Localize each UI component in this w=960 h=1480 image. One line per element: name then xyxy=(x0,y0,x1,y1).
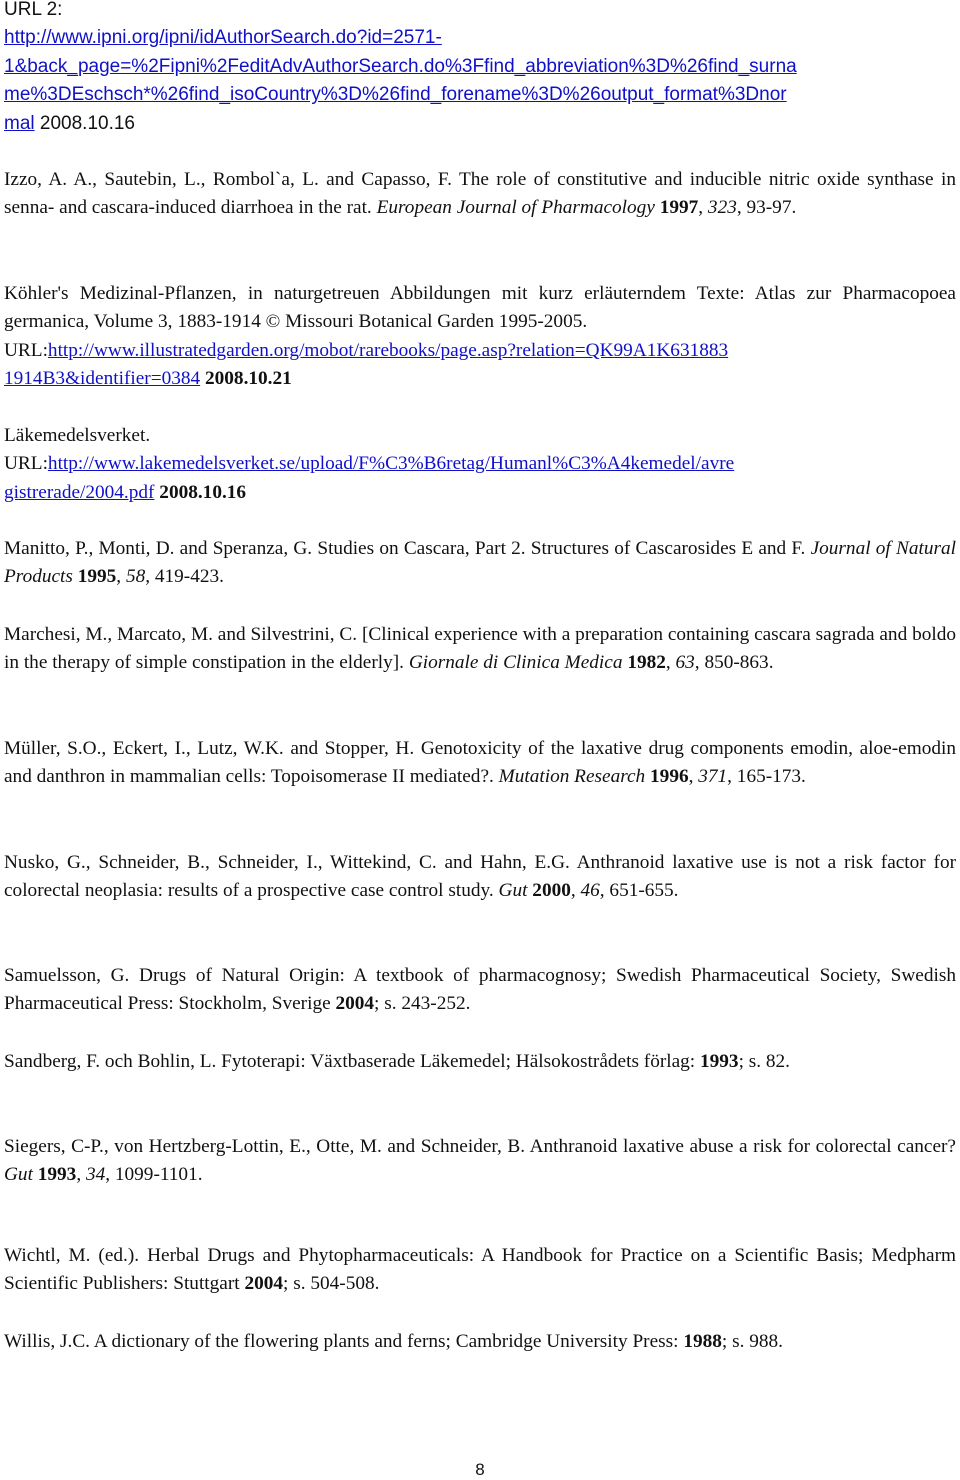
ref-journal: European Journal of Pharmacology xyxy=(376,197,655,219)
reference-wichtl xyxy=(4,1242,956,1299)
ref-pages: 651-655. xyxy=(609,880,679,902)
ref-link-line-2[interactable]: gistrerade/2004.pdf xyxy=(4,481,155,503)
ref-title: Anthranoid laxative abuse a risk for colorectal cancer? xyxy=(529,1136,956,1157)
reference-manitto: Manitto, P., Monti, D. and Speranza, G. Studies on Cascara, Part 2. Structures of Cascarosides E and F. Journal of Natural Products 1995, 58, 419-423. xyxy=(4,538,956,588)
reference-lakemedelsverket xyxy=(4,422,956,507)
ref-year: 1993 xyxy=(700,1051,739,1072)
ref-journal: Gut xyxy=(498,880,528,902)
reference-willis xyxy=(4,1328,956,1356)
ref-date: 2008.10.21 xyxy=(205,368,292,390)
ref-volume: 371 xyxy=(698,766,728,788)
ref-pages: 850-863. xyxy=(704,652,774,674)
ref-year: 2004 xyxy=(335,993,375,1015)
ref-pages: 419-423. xyxy=(154,566,224,588)
ref-year: 1997 xyxy=(659,197,699,219)
ref-volume: 34 xyxy=(85,1164,106,1186)
ref-text: Läkemedelsverket. xyxy=(4,425,151,446)
ref-pages: ; s. 504-508. xyxy=(283,1273,380,1295)
ref-date: 2008.10.16 xyxy=(159,481,247,503)
ref-pages: 93-97. xyxy=(746,197,797,219)
ref-url-label: URL: xyxy=(4,453,48,475)
ref-text: Wichtl, M. (ed.). Herbal Drugs and Phytopharmaceuticals: A Handbook for Practice on a Scientific Basis; Medpharm Scientific Publishers: Stuttgart xyxy=(4,1245,956,1295)
ref-authors: Marchesi, M., Marcato, M. and Silvestrini, C. xyxy=(4,624,358,645)
ref-volume: 323 xyxy=(707,197,737,219)
ref-title: Genotoxicity of the laxative drug components emodin, aloe-emodin and danthron in mammalian cells: Topoisomerase II mediated?. xyxy=(4,738,956,788)
ref-text: Sandberg, F. och Bohlin, L. Fytoterapi: Växtbaserade Läkemedel; Hälsokostrådets förlag: xyxy=(4,1051,696,1072)
ref-year: 2000 xyxy=(532,880,571,902)
ref-year: 2004 xyxy=(244,1273,284,1295)
ref-text: Samuelsson, G. Drugs of Natural Origin: A textbook of pharmacognosy; Swedish Pharmaceutical Society, Swedish Pharmaceutical Press: Stockholm, Sverige xyxy=(4,965,956,1015)
ref-title: [Clinical experience with a preparation containing cascara sagrada and boldo in the therapy of simple constipation in the elderly]. xyxy=(4,624,956,674)
ref-pages: ; s. 82. xyxy=(738,1051,790,1072)
ref-journal: Journal of Natural Products xyxy=(4,538,956,588)
ref-link-line-1[interactable]: http://www.lakemedelsverket.se/upload/F%C3%B6retag/Humanl%C3%A4kemedel/avre xyxy=(47,453,735,475)
ref-title: The role of constitutive and inducible nitric oxide synthase in senna- and cascara-induced diarrhoea in the rat. xyxy=(4,169,956,219)
url2-link-line-2[interactable]: 1&back_page=%2Fipni%2FeditAdvAuthorSearch.do%3Ffind_abbreviation%3D%26find_surna xyxy=(4,55,797,77)
ref-authors: Siegers, C-P., von Hertzberg-Lottin, E., Otte, M. and Schneider, B. xyxy=(4,1136,526,1157)
ref-link-line-1[interactable]: http://www.illustratedgarden.org/mobot/rarebooks/page.asp?relation=QK99A1K631883 xyxy=(47,339,729,361)
reference-nusko: Nusko, G., Schneider, B., Schneider, I., Wittekind, C. and Hahn, E.G. Anthranoid laxative use is not a risk factor for colorectal neoplasia: results of a prospective case control study. Gut 2000, 46, 651-655. xyxy=(4,852,957,902)
ref-year: 1993 xyxy=(37,1164,77,1186)
ref-year: 1996 xyxy=(650,766,689,788)
ref-link-line-2[interactable]: 1914B3&identifier=0384 xyxy=(4,368,201,390)
reference-sandberg xyxy=(4,1048,956,1076)
ref-year: 1995 xyxy=(77,566,117,588)
url2-link-line-1[interactable]: http://www.ipni.org/ipni/idAuthorSearch.do?id=2571- xyxy=(4,27,442,49)
ref-volume: 63 xyxy=(675,652,695,674)
reference-marchesi: Marchesi, M., Marcato, M. and Silvestrini, C. [Clinical experience with a preparation containing cascara sagrada and boldo in the therapy of simple constipation in the elderly]. Giornale di Clinica Medica 1982, 63, 850-863. xyxy=(4,624,956,674)
reference-kohler xyxy=(4,280,956,394)
reference-izzo: Izzo, A. A., Sautebin, L., Rombol`a, L. and Capasso, F. The role of constitutive and inducible nitric oxide synthase in senna- and cascara-induced diarrhoea in the rat. European Journal of Pharmacology 1997, 323, 93-97. xyxy=(4,169,956,219)
ref-journal: Giornale di Clinica Medica xyxy=(408,652,623,674)
url2-link-line-3[interactable]: me%3DEschsch*%26find_isoCountry%3D%26find_forename%3D%26output_format%3Dnor xyxy=(4,84,787,106)
ref-pages: ; s. 988. xyxy=(721,1331,783,1352)
ref-authors: Nusko, G., Schneider, B., Schneider, I., Wittekind, C. and Hahn, E.G. xyxy=(4,852,570,873)
ref-authors: Manitto, P., Monti, D. and Speranza, G. xyxy=(4,538,313,559)
ref-journal: Gut xyxy=(4,1164,33,1186)
ref-text: Willis, J.C. A dictionary of the flowering plants and ferns; Cambridge University Press: xyxy=(4,1331,679,1352)
ref-authors: Izzo, A. A., Sautebin, L., Rombol`a, L. and Capasso, F. xyxy=(4,169,452,190)
reference-muller: Müller, S.O., Eckert, I., Lutz, W.K. and Stopper, H. Genotoxicity of the laxative drug components emodin, aloe-emodin and danthron in mammalian cells: Topoisomerase II mediated?. Mutation Research 1996, 371, 165-173. xyxy=(4,738,956,788)
ref-volume: 58 xyxy=(125,566,146,588)
ref-title: Studies on Cascara, Part 2. Structures of Cascarosides E and F. xyxy=(317,538,806,559)
ref-pages: 165-173. xyxy=(736,766,806,788)
ref-pages: 1099-1101. xyxy=(114,1164,203,1186)
ref-year: 1988 xyxy=(683,1331,722,1352)
ref-pages: ; s. 243-252. xyxy=(374,993,471,1015)
ref-authors: Müller, S.O., Eckert, I., Lutz, W.K. and Stopper, H. xyxy=(4,738,415,759)
url2-label: URL 2: xyxy=(4,0,63,20)
ref-text: Köhler's Medizinal-Pflanzen, in naturgetreuen Abbildungen mit kurz erläuterndem Texte: Atlas zur Pharmacopoea germanica, Volume 3, 1883-1914 © Missouri Botanical Garden 1995-2005. xyxy=(4,283,956,333)
ref-year: 1982 xyxy=(627,652,666,674)
url2-reference xyxy=(4,0,956,138)
ref-volume: 46 xyxy=(580,880,600,902)
reference-siegers: Siegers, C-P., von Hertzberg-Lottin, E., Otte, M. and Schneider, B. Anthranoid laxative abuse a risk for colorectal cancer? Gut 1993, 34, 1099-1101. xyxy=(4,1136,956,1186)
reference-samuelsson xyxy=(4,962,956,1019)
url2-link-line-4[interactable]: mal xyxy=(4,112,35,134)
page-number: 8 xyxy=(475,1460,485,1479)
ref-url-label: URL: xyxy=(4,339,48,361)
ref-title: Anthranoid laxative use is not a risk factor for colorectal neoplasia: results of a prospective case control study. xyxy=(4,852,957,902)
ref-journal: Mutation Research xyxy=(498,766,646,788)
url2-date: 2008.10.16 xyxy=(39,112,135,134)
